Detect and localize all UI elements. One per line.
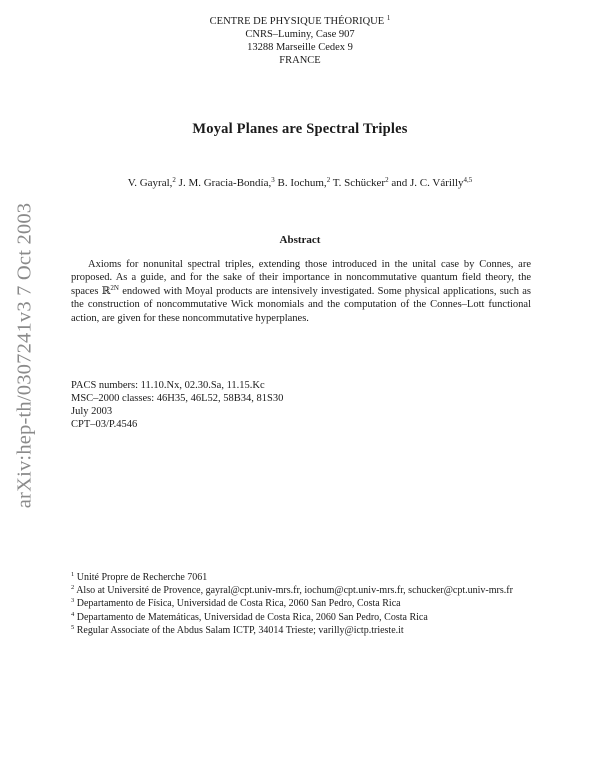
footnote: $^5$ Regular Associate of the Abdus Salam ICTP, 34014 Trieste; varilly@ictp.trieste.it: [71, 623, 404, 636]
abstract-heading: Abstract: [279, 234, 321, 246]
author-list: [0, 177, 600, 189]
paper-metadata: [71, 379, 283, 431]
arxiv-stamp-text: arXiv:hep-th/0307241v3 7 Oct 2003: [13, 202, 36, 508]
address-line: FRANCE: [279, 55, 321, 66]
author: B. Iochum,$^2$: [274, 176, 331, 189]
footnotes: [71, 571, 541, 637]
msc-classes: MSC–2000 classes: 46H35, 46L52, 58B34, 81S30: [71, 393, 284, 404]
report-number: CPT–03/P.4546: [71, 419, 138, 430]
footnote-marker: 1: [386, 14, 391, 22]
author: V. Gayral,$^2$: [127, 176, 176, 189]
address-line: 13288 Marseille Cedex 9: [247, 42, 353, 53]
institution-name: CENTRE DE PHYSIQUE THÉORIQUE $^1$: [209, 14, 391, 27]
author: J. M. Gracia-Bondía,$^3$: [175, 176, 275, 189]
footnote: $^4$ Departamento de Matemáticas, Universidad de Costa Rica, 2060 San Pedro, Costa Rica: [71, 610, 428, 623]
abstract-text: Axioms for nonunital spectral triples, extending those introduced in the unital case by Connes, are proposed. As a guide, and for the sake of their importance in noncommutative quantum field theory, the spaces ℝ$^{2N}$ endowed with Moyal products are intensively investigated. Some physical applications, such as the construction of noncommutative Wick monomials and the computation of the Connes–Lott functional action, are given for these noncommutative hyperplanes.: [71, 259, 531, 324]
arxiv-stamp: [10, 202, 40, 508]
footnote: $^2$ Also at Université de Provence, gayral@cpt.univ-mrs.fr, iochum@cpt.univ-mrs.fr, schucker@cpt.univ-mrs.fr: [71, 584, 513, 597]
address-line: CNRS–Luminy, Case 907: [245, 29, 355, 40]
paper-title: Moyal Planes are Spectral Triples: [192, 121, 408, 137]
footnote: $^1$ Unité Propre de Recherche 7061: [71, 571, 208, 583]
institution-header: [0, 15, 600, 67]
math-expression: ℝ$^{2N}$: [101, 283, 119, 297]
author: and J. C. Várilly$^{4,5}$: [388, 176, 473, 189]
footnote: $^3$ Departamento de Física, Universidad de Costa Rica, 2060 San Pedro, Costa Rica: [71, 597, 401, 610]
pacs-numbers: PACS numbers: 11.10.Nx, 02.30.Sa, 11.15.Kc: [71, 380, 265, 391]
paper-date: July 2003: [71, 406, 113, 417]
author: T. Schücker$^2$: [330, 176, 389, 189]
